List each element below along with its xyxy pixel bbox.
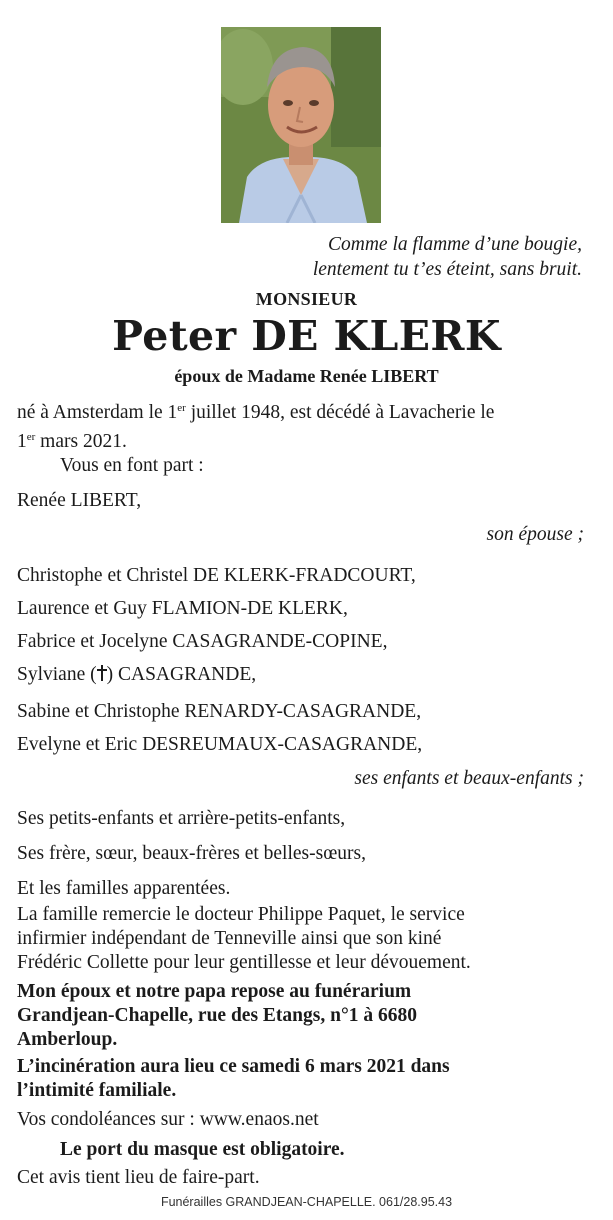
children-role: ses enfants et beaux-enfants ; bbox=[354, 768, 584, 789]
death-text: mars 2021. bbox=[35, 431, 127, 452]
family-member: Laurence et Guy FLAMION-DE KLERK, bbox=[17, 598, 348, 619]
ordinal-sup: er bbox=[177, 402, 186, 414]
funeral-home-line: Amberloup. bbox=[17, 1029, 118, 1050]
funeral-home-line: Grandjean-Chapelle, rue des Etangs, n°1 à 6680 bbox=[17, 1005, 417, 1026]
spouse-role: son épouse ; bbox=[486, 524, 584, 545]
relatives: Et les familles apparentées. bbox=[17, 878, 231, 899]
family-member-text: Sylviane ( bbox=[17, 664, 97, 685]
cross-icon bbox=[97, 665, 107, 681]
birth-text: juillet 1948, est décédé à Lavacherie le bbox=[185, 402, 495, 423]
grandchildren: Ses petits-enfants et arrière-petits-enfants, bbox=[17, 808, 346, 829]
siblings: Ses frère, sœur, beaux-frères et belles-sœurs, bbox=[17, 843, 367, 864]
thanks-line: Frédéric Collette pour leur gentillesse et leur dévouement. bbox=[17, 952, 471, 973]
thanks-line: infirmier indépendant de Tenneville ainsi que son kiné bbox=[17, 928, 442, 949]
ordinal-sup: er bbox=[26, 431, 36, 443]
deceased-name: Peter DE KLERK bbox=[112, 312, 501, 360]
cremation-line: L’incinération aura lieu ce samedi 6 mars 2021 dans bbox=[17, 1056, 450, 1077]
funeral-home-line: Mon époux et notre papa repose au funérarium bbox=[17, 981, 412, 1002]
family-member: Sabine et Christophe RENARDY-CASAGRANDE, bbox=[17, 701, 422, 722]
spouse-name: Renée LIBERT, bbox=[17, 490, 142, 511]
birth-death-paragraph bbox=[17, 396, 595, 454]
quote-line: lentement tu t’es éteint, sans bruit. bbox=[312, 259, 582, 280]
thanks-paragraph bbox=[17, 903, 595, 975]
honorific: MONSIEUR bbox=[255, 289, 358, 309]
family-member: Christophe et Christel DE KLERK-FRADCOURT, bbox=[17, 565, 416, 586]
quote-line: Comme la flamme d’une bougie, bbox=[328, 234, 582, 255]
mask-notice: Le port du masque est obligatoire. bbox=[60, 1139, 345, 1160]
birth-text: né à Amsterdam le 1 bbox=[17, 402, 178, 423]
epigraph-quote bbox=[162, 232, 582, 282]
announcement: Vous en font part : bbox=[60, 455, 204, 476]
family-member: Fabrice et Jocelyne CASAGRANDE-COPINE, bbox=[17, 631, 388, 652]
family-member bbox=[17, 663, 256, 687]
death-text: 1 bbox=[17, 431, 27, 452]
portrait-photo bbox=[221, 27, 381, 223]
family-member-text: ) CASAGRANDE, bbox=[106, 664, 257, 685]
spouse-line: époux de Madame Renée LIBERT bbox=[174, 366, 439, 386]
portrait-photo-icon bbox=[221, 27, 381, 223]
funeral-home-paragraph bbox=[17, 980, 595, 1052]
cremation-line: l’intimité familiale. bbox=[17, 1080, 177, 1101]
thanks-line: La famille remercie le docteur Philippe Paquet, le service bbox=[17, 904, 465, 925]
condolences-line: Vos condoléances sur : www.enaos.net bbox=[17, 1109, 319, 1130]
funeral-director-footer: Funérailles GRANDJEAN-CHAPELLE. 061/28.95.43 bbox=[160, 1195, 453, 1209]
faire-part-notice: Cet avis tient lieu de faire-part. bbox=[17, 1167, 260, 1188]
cremation-paragraph bbox=[17, 1055, 595, 1103]
family-member: Evelyne et Eric DESREUMAUX-CASAGRANDE, bbox=[17, 734, 423, 755]
